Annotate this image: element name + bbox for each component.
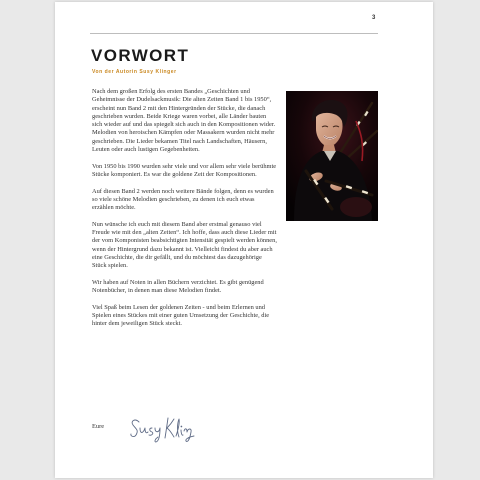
header-rule [90,33,378,34]
paragraph-1: Nach dem großen Erfolg des ersten Bandes „Geschichten und Geheimnisse der Dudelsackmusik: Die alten Zeiten Band 1 bis 1950“, erscheint nun Band 2 mit den Hintergründen der Stücke, die danach geschrieben wurden. Beide Kriege waren vorbei, alle Länder bauten sich wieder auf und das spiegelt sich auch in den Kompositionen wider. Melodien von heroischen Kämpfen oder Massakern wurden nicht mehr geschrieben. Die Lieder bekamen Titel nach Landschaften, Häusern, Leuten oder auch lustigen Gegebenheiten. [92,88,276,154]
foreword-body [92,88,277,337]
author-photo [286,91,378,221]
paragraph-2: Von 1950 bis 1990 wurden sehr viele und vor allem sehr viele berühmte Stücke komponiert. Es war die goldene Zeit der Kompositionen. [92,162,277,178]
paragraph-3: Auf diesen Band 2 werden noch weitere Bände folgen, denn es wurden so viele schöne Melodien geschrieben, zu denen ich euch etwas erzählen möchte. [92,187,274,212]
closing-salutation: Eure [92,423,105,430]
page-title: VORWORT [91,46,190,65]
paragraph-4: Nun wünsche ich euch mit diesem Band aber erstmal genauso viel Freude wie mit den „alten Zeiten“. Ich hoffe, dass auch diese Lieder mit der vom Komponisten beabsichtigten Intensität gespielt werden können, wenn der Hintergrund dazu bekannt ist. Vielleicht findest du aber auch eine Geschichte, die dir gefällt, und du möchtest das dazugehörige Stück spielen. [92,220,277,270]
author-subtitle: Von der Autorin Susy Klinger [92,69,177,75]
signature-image [128,410,198,444]
paragraph-6: Viel Spaß beim Lesen der goldenen Zeiten - und beim Erlernen und Spielen eines Stückes mit einer guten Umsetzung der Geschichte, die hinter dem jeweiligen Stück steckt. [92,303,270,328]
page-number: 3 [372,15,376,21]
paragraph-5: Wir haben auf Noten in allen Büchern verzichtet. Es gibt genügend Notenbücher, in denen man diese Melodien findet. [92,278,264,295]
